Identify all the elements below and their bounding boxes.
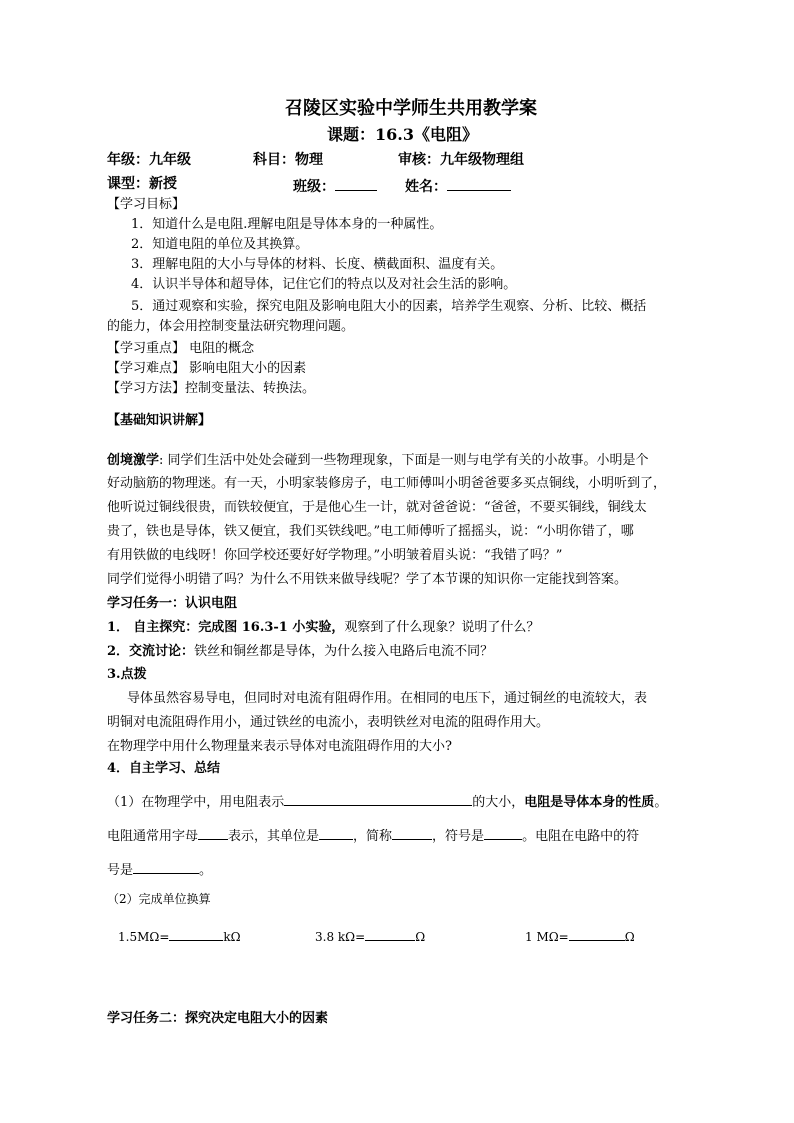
scenario-line: 他听说过铜线很贵，而铁较便宜，于是他心生一计，就对爸爸说：“爸爸，不要买铜线，铜线太	[107, 500, 647, 515]
fill-line-3	[107, 860, 212, 877]
scenario-line: 同学们觉得小明错了吗？为什么不用铁来做导线呢？学了本节课的知识你一定能找到答案。	[107, 572, 628, 587]
fill-line-1	[107, 792, 667, 809]
goal-item: 2．知道电阻的单位及其换算。	[131, 237, 309, 252]
method-row	[107, 382, 315, 395]
goal-item: 3．理解电阻的大小与导体的材料、长度、横截面积、温度有关。	[131, 257, 504, 272]
conversion-2	[315, 927, 425, 943]
symbol-blank[interactable]	[484, 826, 522, 840]
fill1-mid: 的大小，	[472, 795, 525, 810]
task2-heading: 学习任务二：探究决定电阻大小的因素	[107, 1011, 329, 1026]
scenario-line	[107, 454, 649, 467]
scenario-label: 创境激学	[107, 453, 160, 468]
name-blank[interactable]	[447, 177, 511, 191]
grade-label: 年级：九年级	[107, 152, 191, 168]
method-label: 【学习方法】	[107, 381, 186, 396]
q2-rest: 铁丝和铜丝都是导体，为什么接入电路后电流不同？	[194, 644, 494, 659]
task1-q3: 3.点拨	[107, 667, 147, 682]
q2-number: 2．	[107, 644, 130, 659]
conv3-blank[interactable]	[569, 927, 625, 941]
class-blank[interactable]	[335, 177, 377, 191]
method-text: 控制变量法、转换法。	[185, 381, 316, 396]
unit-blank[interactable]	[319, 826, 353, 840]
scenario-text: : 同学们生活中处处会碰到一些物理现象，下面是一则与电学有关的小故事。小明是个	[159, 453, 649, 468]
scenario-line: 有用铁做的电线呀！你回学校还要好好学物理。”小明皱着眉头说：“我错了吗？”	[107, 548, 563, 563]
q1-rest: 观察到了什么现象？说明了什么？	[344, 620, 540, 635]
focus-label: 【学习重点】	[107, 341, 186, 356]
review-label: 审核：九年级物理组	[398, 152, 524, 168]
fill2-e: 。电阻在电路中的符	[522, 829, 640, 844]
task1-q2	[107, 645, 493, 658]
conv3-a: 1 MΩ=	[525, 930, 569, 944]
focus-row	[107, 342, 254, 355]
abbr-blank[interactable]	[392, 826, 432, 840]
q2-label: 交流讨论：	[129, 644, 195, 659]
task1-q4: 4．自主学习、总结	[107, 761, 221, 776]
fill2-b: 表示，其单位是	[228, 829, 320, 844]
tip-line: 明铜对电流阻碍作用小，通过铁丝的电流小，表明铁丝对电流的阻碍作用大。	[107, 715, 550, 730]
fill1-pre: （1）在物理学中，用电阻表示	[107, 795, 285, 810]
focus-text: 电阻的概念	[185, 341, 255, 356]
conv2-blank[interactable]	[365, 927, 415, 941]
difficulty-label: 【学习难点】	[107, 361, 186, 376]
conv1-a: 1.5MΩ=	[118, 930, 170, 944]
difficulty-text: 影响电阻大小的因素	[185, 361, 307, 376]
fill1-bold: 电阻是导体本身的性质	[524, 795, 655, 810]
goal-item: 4．认识半导体和超导体，记住它们的特点以及对社会生活的影响。	[131, 277, 517, 292]
difficulty-row	[107, 362, 306, 375]
circuit-symbol-blank[interactable]	[133, 860, 199, 874]
conversion-1	[118, 927, 241, 943]
class-field[interactable]	[293, 177, 377, 194]
page-title: 召陵区实验中学师生共用教学案	[285, 98, 537, 119]
basics-heading: 【基础知识讲解】	[107, 413, 212, 428]
fill2-a: 电阻通常用字母	[107, 829, 199, 844]
subject-label: 科目：物理	[253, 152, 323, 168]
conv2-a: 3.8 kΩ=	[315, 930, 366, 944]
conversion-3	[525, 927, 635, 943]
scenario-line: 好动脑筋的物理迷。有一天，小明家装修房子，电工师傅叫小明爸爸要多买点铜线，小明听到了，	[107, 476, 667, 491]
task1-q1	[107, 621, 539, 634]
lesson-type-label: 课型：新授	[107, 176, 177, 192]
fill2-c: ，简称	[353, 829, 393, 844]
tip-line: 在物理学中用什么物理量来表示导体对电流阻碍作用的大小?	[107, 739, 452, 754]
goal-item: 1．知道什么是电阻.理解电阻是导体本身的一种属性。	[131, 217, 443, 232]
name-label: 姓名：	[405, 179, 447, 195]
unit-conversion-heading: （2）完成单位换算	[107, 892, 211, 906]
fill1-end: 。	[654, 795, 668, 810]
q1-bold: 完成图 16.3-1 小实验，	[198, 620, 345, 635]
conv1-blank[interactable]	[169, 927, 223, 941]
fill3-a: 号是	[107, 863, 134, 878]
name-field[interactable]	[405, 177, 511, 194]
q1-label: 自主探究：	[133, 620, 199, 635]
scenario-line: 贵了，铁也是导体，铁又便宜，我们买铁线吧。”电工师傅听了摇摇头，说：“小明你错了，哪	[107, 524, 634, 539]
goal-item: 5．通过观察和实验，探究电阻及影响电阻大小的因素，培养学生观察、分析、比较、概括	[131, 299, 647, 314]
conv2-b: Ω	[415, 930, 426, 944]
letter-blank[interactable]	[198, 826, 228, 840]
tip-line: 导体虽然容易导电，但同时对电流有阻碍作用。在相同的电压下，通过铜丝的电流较大，表	[127, 691, 648, 706]
class-label: 班级：	[293, 179, 335, 195]
conv3-b: Ω	[624, 930, 635, 944]
conv1-b: kΩ	[223, 930, 241, 944]
fill3-b: 。	[199, 863, 213, 878]
goals-heading: 【学习目标】	[107, 197, 186, 212]
task1-heading: 学习任务一：认识电阻	[107, 596, 238, 611]
lesson-title: 课题：16.3《电阻》	[327, 125, 478, 144]
fill-line-2	[107, 826, 639, 843]
goal-item: 的能力，体会用控制变量法研究物理问题。	[107, 319, 355, 334]
fill1-blank[interactable]	[284, 792, 472, 806]
q1-number: 1．	[107, 620, 130, 635]
fill2-d: ，符号是	[432, 829, 485, 844]
